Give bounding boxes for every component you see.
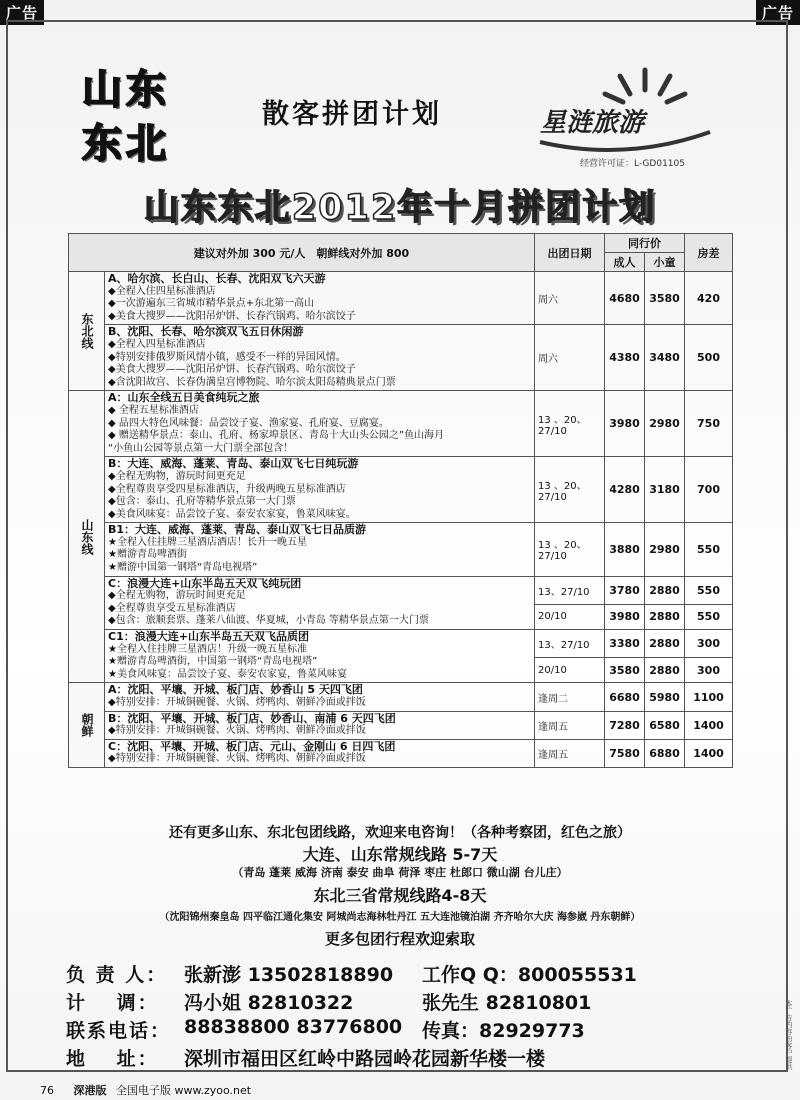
child-price: 5980 (645, 683, 685, 711)
table-row (69, 272, 733, 325)
route-detail: ★赠游青岛啤酒街 (108, 549, 187, 561)
date-cell: 13 、20、27/10 (535, 457, 605, 523)
travel-logo (535, 62, 715, 157)
child-price: 2880 (645, 576, 685, 604)
table-row (69, 391, 733, 457)
room-diff: 420 (685, 272, 733, 325)
tour-table (68, 233, 733, 768)
group-label: 朝鲜 (69, 683, 105, 768)
route-detail: ◆一次游遍东三省城市精华景点+东北第一高山 (108, 298, 315, 310)
corner-title-line2: 东北 (82, 120, 170, 167)
adult-price: 3580 (605, 658, 645, 683)
date-cell: 周六 (535, 325, 605, 391)
phone-label: 联系电话： (66, 1020, 172, 1042)
table-row (69, 325, 733, 391)
child-price: 2980 (645, 523, 685, 576)
room-diff: 300 (685, 630, 733, 658)
route-title: A：沈阳、平壤、开城、板门店、妙香山 5 天四飞团 (108, 683, 363, 697)
route-cell (105, 630, 535, 683)
route-detail: ◆特别安排俄罗斯风情小镇，感受不一样的异国风情。 (108, 351, 346, 363)
route-title: C：浪漫大连+山东半岛五天双飞纯玩团 (108, 576, 302, 590)
room-diff: 1400 (685, 711, 733, 739)
route-title: C1：浪漫大连+山东半岛五天双飞品质团 (108, 630, 309, 644)
child-price: 2880 (645, 630, 685, 658)
route-cell (105, 391, 535, 457)
date-cell: 20/10 (535, 604, 605, 629)
route-detail: ◆ 全程五星标准酒店 (108, 404, 199, 416)
col-child: 小童 (645, 253, 685, 272)
corner-title-line1: 山东 (82, 66, 170, 113)
group-label: 东北线 (69, 272, 105, 391)
edition-label: 深港版 (73, 1084, 107, 1097)
child-price: 3480 (645, 325, 685, 391)
date-cell: 13、27/10 (535, 630, 605, 658)
date-cell: 逢周五 (535, 711, 605, 739)
more-line-5: （沈阳锦州秦皇岛 四平临江通化集安 阿城尚志海林牡丹江 五大连池镜泊湖 齐齐哈尔大庆 海参崴 丹东朝鲜） (159, 912, 641, 923)
table-row (69, 576, 733, 604)
route-detail: ◆全程尊贵享受四星标准酒店，升级两晚五星标准酒店 (108, 483, 346, 495)
route-title: B：沈阳、平壤、开城、板门店、妙香山、南浦 6 天四飞团 (108, 711, 396, 725)
page-number: 76 (40, 1084, 54, 1097)
col-adult: 成人 (605, 253, 645, 272)
col-price: 同行价 (605, 234, 685, 253)
dispatch-value: 冯小姐 82810322 (184, 992, 354, 1014)
route-detail: ★赠游青岛啤酒街，中国第一钢塔“青岛电视塔” (108, 656, 318, 668)
route-cell (105, 325, 535, 391)
license-number: 经营许可证：L-GD01105 (580, 159, 685, 169)
route-title: B1：大连、威海、蓬莱、青岛、泰山双飞七日品质游 (108, 523, 367, 537)
group-label: 山东线 (69, 391, 105, 683)
address-label: 地 址： (66, 1048, 159, 1070)
date-cell: 逢周二 (535, 683, 605, 711)
child-price: 3580 (645, 272, 685, 325)
ad-tag-left: 广告 (0, 0, 44, 25)
adult-price: 4280 (605, 457, 645, 523)
route-detail: ◆全程尊贵享受五星标准酒店 (108, 602, 236, 614)
route-detail: ◆含沈阳故宫、长春伪满皇宫博物院、哈尔滨太阳岛精典景点门票 (108, 376, 396, 388)
ad-tag-right: 广告 (756, 0, 800, 25)
room-diff: 1100 (685, 683, 733, 711)
route-detail: ◆包含：旅顺套票、蓬莱八仙渡、华夏城，小青岛 等精华景点第一大门票 (108, 615, 429, 627)
table-row (69, 683, 733, 711)
date-cell: 周六 (535, 272, 605, 325)
more-line-3: （青岛 蓬莱 威海 济南 泰安 曲阜 荷泽 枣庄 杜郎口 微山湖 台儿庄） (232, 866, 568, 879)
date-cell: 13 、20、27/10 (535, 391, 605, 457)
child-price: 6580 (645, 711, 685, 739)
route-detail: ◆包含：泰山、孔府等精华景点第一大门票 (108, 496, 296, 508)
adult-price: 3380 (605, 630, 645, 658)
room-diff: 300 (685, 658, 733, 683)
route-detail: ◆特别安排：开城铜碗餐、火锅、烤鸭肉、朝鲜冷面或拌饭 (108, 725, 366, 737)
adult-price: 6680 (605, 683, 645, 711)
route-detail: “小鱼山公园等景点第一大门票全部包含！ (108, 442, 294, 454)
fax-label: 传真：82929773 (422, 1020, 585, 1042)
adult-price: 7280 (605, 711, 645, 739)
logo-text: 星涟旅游 (540, 108, 645, 138)
route-cell (105, 711, 535, 739)
route-cell (105, 523, 535, 576)
room-diff: 500 (685, 325, 733, 391)
dispatch-label: 计 调： (66, 992, 159, 1014)
page-footer (40, 1082, 251, 1098)
route-cell (105, 576, 535, 629)
adult-price: 4380 (605, 325, 645, 391)
more-line-2: 大连、山东常规线路 5-7天 (302, 845, 498, 864)
route-detail: ◆美食大搜罗——沈阳吊炉饼、长春汽锅鸡、哈尔滨饺子 (108, 310, 356, 322)
qq-label: 工作Q Q：800055531 (422, 964, 637, 986)
route-detail: ★全程入住挂牌三星酒店酒店！长升一晚五星 (108, 536, 307, 548)
route-title: B、沈阳、长春、哈尔滨双飞五日休闲游 (108, 325, 304, 339)
route-cell (105, 683, 535, 711)
route-title: A、哈尔滨、长白山、长春、沈阳双飞六天游 (108, 272, 326, 285)
route-detail: ◆特别安排：开城铜碗餐、火锅、烤鸭肉、朝鲜冷面或拌饭 (108, 753, 366, 765)
route-title: A：山东全线五日美食纯玩之旅 (108, 391, 260, 405)
leader-value: 张新澎 13502818890 (184, 964, 394, 986)
room-diff: 550 (685, 604, 733, 629)
date-cell: 逢周五 (535, 739, 605, 767)
table-row (69, 457, 733, 523)
site-label: 全国电子版 www.zyoo.net (116, 1084, 252, 1097)
room-diff: 700 (685, 457, 733, 523)
room-diff: 550 (685, 576, 733, 604)
table-row (69, 630, 733, 658)
route-detail: ◆全程入住四星标准酒店 (108, 285, 216, 297)
col-date: 出团日期 (535, 234, 605, 272)
phone-value: 88838800 83776800 (184, 1016, 403, 1038)
route-detail: ◆美食风味宴：品尝饺子宴、泰安农家宴，鲁菜风味宴。 (108, 508, 356, 520)
side-note: 本广告内容由客户提供 (785, 1000, 793, 1070)
table-row (69, 523, 733, 576)
adult-price: 3780 (605, 576, 645, 604)
room-diff: 1400 (685, 739, 733, 767)
room-diff: 750 (685, 391, 733, 457)
route-detail: ★美食风味宴：品尝饺子宴、泰安农家宴，鲁菜风味宴 (108, 668, 347, 680)
adult-price: 7580 (605, 739, 645, 767)
subtitle: 散客拼团计划 (262, 99, 442, 130)
route-detail: ◆全程无购物，游玩时间更充足 (108, 470, 246, 482)
route-cell (105, 457, 535, 523)
route-detail: ★赠游中国第一钢塔“青岛电视塔” (108, 562, 258, 574)
route-detail: ◆ 品四大特色风味餐：品尝饺子宴、渔家宴、孔府宴、豆腐宴。 (108, 417, 389, 429)
route-title: C：沈阳、平壤、开城、板门店、元山、金刚山 6 日四飞团 (108, 739, 396, 753)
room-diff: 550 (685, 523, 733, 576)
header-note: 建议对外加 300 元/人 朝鲜线对外加 800 (69, 234, 535, 272)
tour-table-body (69, 272, 733, 768)
route-cell (105, 739, 535, 767)
table-row (69, 739, 733, 767)
adult-price: 3880 (605, 523, 645, 576)
more-line-1: 还有更多山东、东北包团线路，欢迎来电咨询！（各种考察团，红色之旅） (169, 825, 631, 841)
address-value: 深圳市福田区红岭中路园岭花园新华楼一楼 (184, 1048, 546, 1070)
adult-price: 3980 (605, 391, 645, 457)
date-cell: 20/10 (535, 658, 605, 683)
route-detail: ◆ 赠送精华景点：泰山、孔府、杨家埠景区、青岛十大山头公园之”鱼山海月 (108, 430, 445, 442)
route-cell (105, 272, 535, 325)
route-detail: ◆全程无购物，游玩时间更充足 (108, 590, 246, 602)
route-title: B：大连、威海、蓬莱、青岛、泰山双飞七日纯玩游 (108, 457, 359, 471)
route-detail: ◆特别安排：开城铜碗餐、火锅、烤鸭肉、朝鲜冷面或拌饭 (108, 697, 366, 708)
route-detail: ◆美食大搜罗——沈阳吊炉饼、长春汽锅鸡、哈尔滨饺子 (108, 364, 356, 376)
more-line-6: 更多包团行程欢迎索取 (324, 930, 475, 948)
table-row (69, 711, 733, 739)
date-cell: 13 、20、27/10 (535, 523, 605, 576)
child-price: 2980 (645, 391, 685, 457)
adult-price: 3980 (605, 604, 645, 629)
child-price: 3180 (645, 457, 685, 523)
col-room: 房差 (685, 234, 733, 272)
more-line-4: 东北三省常规线路4-8天 (313, 886, 487, 905)
adult-price: 4680 (605, 272, 645, 325)
route-detail: ★全程入住挂牌三星酒店！升级一晚五星标准 (108, 643, 307, 655)
child-price: 6880 (645, 739, 685, 767)
main-title: 山东东北2012年十月拼团计划 (143, 188, 657, 228)
route-detail: ◆全程入四星标准酒店 (108, 338, 206, 350)
leader-label: 负 责 人： (66, 964, 168, 986)
dispatch-value-2: 张先生 82810801 (422, 992, 592, 1014)
child-price: 2880 (645, 604, 685, 629)
child-price: 2880 (645, 658, 685, 683)
date-cell: 13、27/10 (535, 576, 605, 604)
